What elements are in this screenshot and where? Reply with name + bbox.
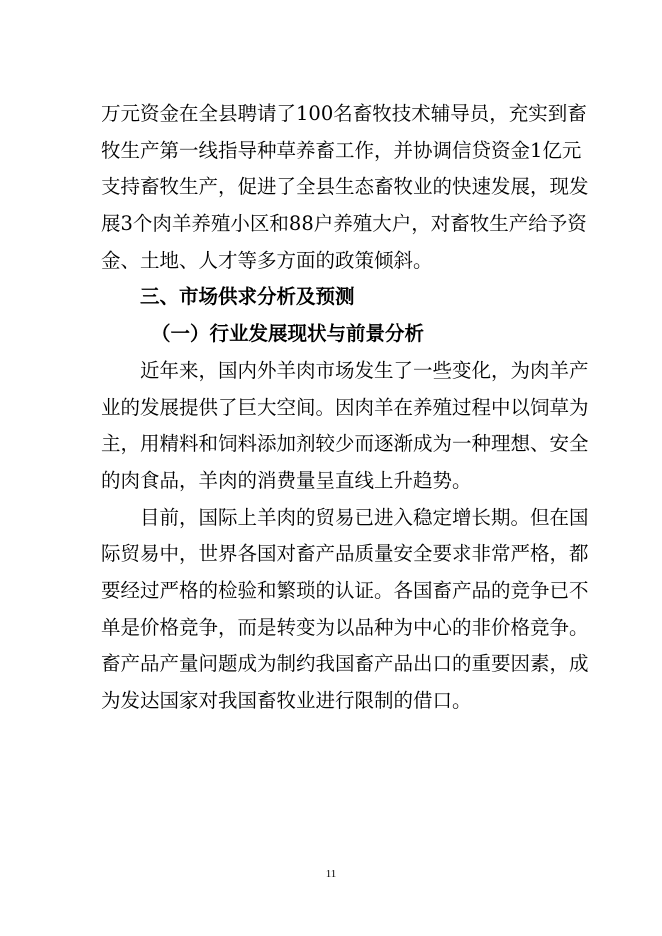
paragraph-line: 万元资金在全县聘请了100名畜牧技术辅导员，充实到畜 (101, 102, 587, 125)
paragraph-line: 畜产品产量问题成为制约我国畜产品出口的重要因素，成 (101, 652, 589, 676)
paragraph-line: 展3个肉羊养殖小区和88户养殖大户，对畜牧生产给予资 (101, 212, 587, 236)
paragraph-line: 金、土地、人才等多方面的政策倾斜。 (101, 248, 433, 272)
paragraph-line: 际贸易中，世界各国对畜产品质量安全要求非常严格，都 (101, 542, 589, 566)
paragraph-line: 的肉食品，羊肉的消费量呈直线上升趋势。 (101, 468, 472, 492)
section-heading: 三、市场供求分析及预测 (140, 285, 355, 309)
subsection-heading: （一）行业发展现状与前景分析 (151, 322, 425, 346)
paragraph-line: 牧生产第一线指导种草养畜工作，并协调信贷资金1亿元 (101, 138, 582, 162)
paragraph-line: 近年来，国内外羊肉市场发生了一些变化，为肉羊产 (140, 358, 589, 382)
paragraph-2 (101, 353, 589, 500)
paragraph-line: 业的发展提供了巨大空间。因肉羊在养殖过程中以饲草为 (101, 395, 589, 419)
paragraph-3 (101, 500, 589, 720)
page-number: 11 (325, 868, 337, 880)
paragraph-line: 单是价格竞争，而是转变为以品种为中心的非价格竞争。 (101, 615, 589, 639)
paragraph-1 (101, 96, 589, 279)
paragraph-line: 主，用精料和饲料添加剂较少而逐渐成为一种理想、安全 (101, 432, 589, 456)
page-content (101, 96, 589, 720)
paragraph-line: 支持畜牧生产，促进了全县生态畜牧业的快速发展，现发 (101, 175, 589, 199)
paragraph-line: 为发达国家对我国畜牧业进行限制的借口。 (101, 689, 472, 712)
paragraph-line: 要经过严格的检验和繁琐的认证。各国畜产品的竞争已不 (101, 578, 589, 602)
paragraph-line: 目前，国际上羊肉的贸易已进入稳定增长期。但在国 (140, 505, 589, 529)
